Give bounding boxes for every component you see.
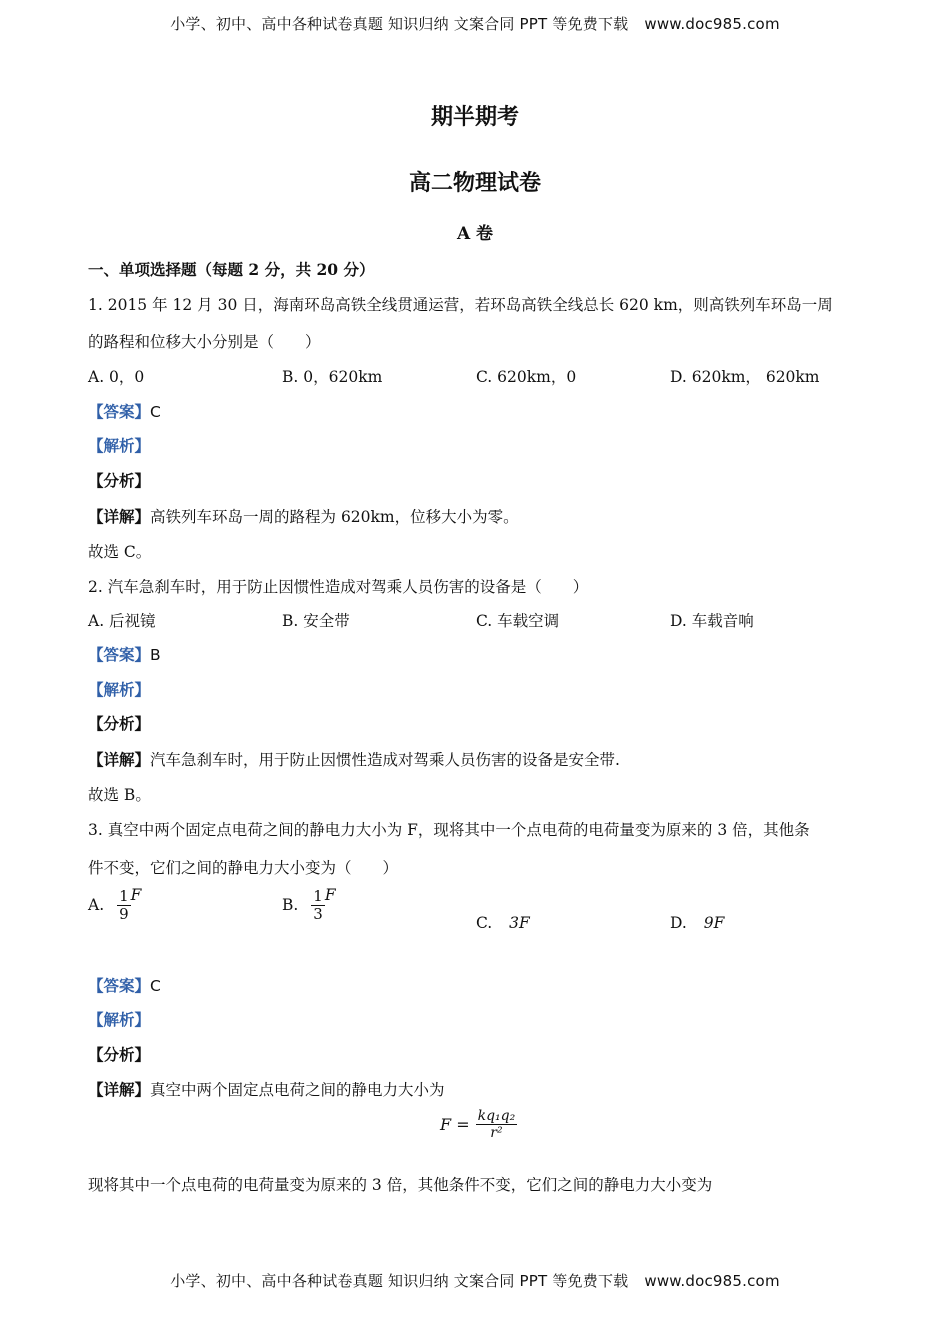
q3-option-b-fraction (311, 888, 325, 924)
q3-option-b-var: F (324, 885, 336, 904)
q1-stem-line1: 1. 2015 年 12 月 30 日，海南环岛高铁全线贯通运营，若环岛高铁全线总长 620 km，则高铁列车环岛一周 (88, 296, 833, 314)
q2-answer: B (150, 646, 161, 664)
q3-answer: C (150, 977, 161, 995)
q2-detail-row (88, 748, 620, 770)
q2-stem: 2. 汽车急刹车时，用于防止因惯性造成对驾乘人员伤害的设备是（ ） (88, 578, 589, 596)
exam-title: 期半期考 (430, 104, 519, 130)
q2-detail-tag: 【详解】 (88, 750, 151, 769)
q3-option-a-den: 9 (119, 905, 129, 924)
q2-detail: 汽车急刹车时，用于防止因惯性造成对驾乘人员伤害的设备是安全带. (150, 751, 620, 769)
q3-option-d (670, 914, 724, 932)
formula-lhs: F = (440, 1115, 470, 1135)
coulomb-formula (440, 1108, 517, 1141)
q3-answer-row (88, 974, 161, 996)
q1-option-a: A. 0，0 (88, 368, 145, 386)
formula-num: kq₁q₂ (477, 1108, 516, 1124)
q1-fenxi-tag: 【分析】 (88, 471, 151, 490)
q3-answer-tag: 【答案】 (88, 977, 151, 995)
q2-option-a: A. 后视镜 (88, 612, 156, 630)
q1-detail-tag: 【详解】 (88, 507, 151, 526)
q2-option-c: C. 车载空调 (476, 612, 560, 630)
q3-option-a-letter: A. (88, 895, 105, 914)
formula-den: r² (490, 1125, 503, 1142)
q2-fenxi-tag: 【分析】 (88, 714, 151, 733)
q3-option-d-text: 9F (703, 914, 725, 932)
q1-detail-row (88, 505, 519, 527)
q1-option-d: D. 620km， 620km (670, 368, 820, 386)
footer-banner (0, 1270, 950, 1291)
q3-option-a (88, 885, 142, 924)
q1-answer: C (150, 403, 161, 421)
q3-option-b (282, 885, 336, 924)
q1-option-b: B. 0，620km (282, 368, 383, 386)
q2-option-b: B. 安全带 (282, 612, 350, 630)
footer-site-link[interactable]: www.doc985.com (644, 1272, 780, 1290)
q3-option-a-fraction (117, 888, 131, 924)
q1-detail: 高铁列车环岛一周的路程为 620km，位移大小为零。 (150, 508, 519, 526)
q3-option-c-letter: C. (476, 914, 493, 932)
banner-text: 小学、初中、高中各种试卷真题 知识归纳 文案合同 PPT 等免费下载 (170, 15, 629, 33)
q3-detail-row (88, 1078, 445, 1100)
q1-analysis-tag: 【解析】 (88, 437, 151, 455)
banner-site-link[interactable]: www.doc985.com (644, 15, 780, 33)
q3-option-c (476, 914, 530, 932)
q3-option-d-letter: D. (670, 914, 687, 932)
q1-conclusion: 故选 C。 (88, 543, 152, 561)
q2-answer-tag: 【答案】 (88, 646, 151, 664)
q1-analysis-row (88, 434, 150, 456)
q3-stem-line2: 件不变，它们之间的静电力大小变为（ ） (88, 859, 399, 877)
q1-option-c: C. 620km，0 (476, 368, 577, 386)
q2-analysis-row (88, 678, 150, 700)
q3-detail: 真空中两个固定点电荷之间的静电力大小为 (150, 1081, 445, 1099)
exam-subtitle: 高二物理试卷 (408, 170, 541, 196)
q3-option-a-num: 1 (119, 887, 129, 905)
volume-label: A 卷 (456, 224, 494, 244)
q3-option-b-num: 1 (313, 887, 323, 905)
q3-continuation: 现将其中一个点电荷的电荷量变为原来的 3 倍，其他条件不变，它们之间的静电力大小变为 (88, 1176, 713, 1194)
header-banner (0, 13, 950, 34)
section-heading: 一、单项选择题（每题 2 分，共 20 分） (88, 260, 375, 279)
q2-option-d: D. 车载音响 (670, 612, 754, 630)
q3-detail-tag: 【详解】 (88, 1080, 151, 1099)
q3-analysis-row (88, 1008, 150, 1030)
q1-answer-tag: 【答案】 (88, 403, 151, 421)
formula-fraction (476, 1108, 518, 1141)
q3-option-b-letter: B. (282, 895, 299, 914)
q1-stem-line2: 的路程和位移大小分别是（ ） (88, 333, 321, 351)
q3-option-a-var: F (130, 885, 142, 904)
footer-banner-text: 小学、初中、高中各种试卷真题 知识归纳 文案合同 PPT 等免费下载 (170, 1272, 629, 1290)
q1-answer-row (88, 400, 161, 422)
q2-answer-row (88, 643, 161, 665)
q3-option-b-den: 3 (313, 905, 323, 924)
q3-fenxi-tag: 【分析】 (88, 1045, 151, 1064)
q3-analysis-tag: 【解析】 (88, 1011, 151, 1029)
q3-option-c-text: 3F (509, 914, 530, 932)
q2-analysis-tag: 【解析】 (88, 681, 151, 699)
q3-stem-line1: 3. 真空中两个固定点电荷之间的静电力大小为 F，现将其中一个点电荷的电荷量变为原来的 3 倍，其他条 (88, 821, 810, 839)
q2-conclusion: 故选 B。 (88, 786, 151, 804)
